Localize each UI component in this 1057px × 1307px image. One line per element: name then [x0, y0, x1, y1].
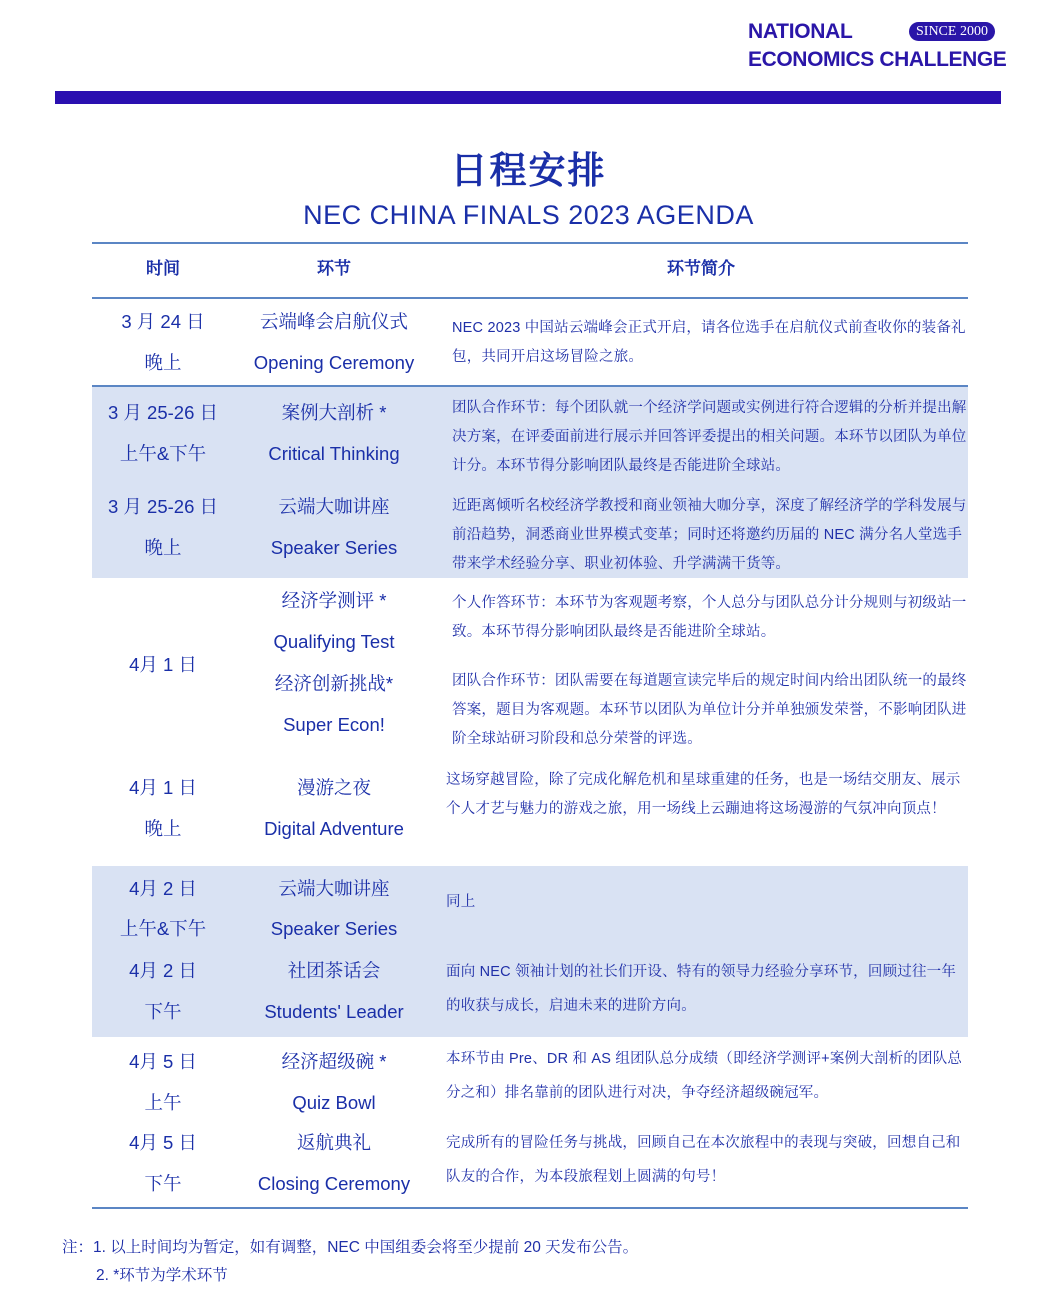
row-time: 晚上	[144, 537, 182, 558]
note-2: 2. *环节为学术环节	[96, 1267, 228, 1284]
row-session-en: Opening Ceremony	[253, 352, 415, 373]
row-description: 这场穿越冒险，除了完成化解危机和星球重建的任务，也是一场结交朋友、展示个人才艺与魅力的游戏之旅，用一场线上云蹦迪将这场漫游的气氛冲向顶点！	[446, 772, 961, 817]
row-date: 4月 1 日	[129, 777, 197, 798]
row-description: 团队合作环节：每个团队就一个经济学问题或实例进行符合逻辑的分析并提出解决方案，在评委面前进行展示并回答评委提出的相关问题。本环节以团队为单位计分。本环节得分影响团队最终是否能进阶全球站。	[452, 400, 967, 474]
row-description: NEC 2023 中国站云端峰会正式开启，请各位选手在启航仪式前查收你的装备礼包，共同开启这场冒险之旅。	[452, 320, 966, 365]
row-description: 近距离倾听名校经济学教授和商业领袖大咖分享，深度了解经济学的学科发展与前沿趋势，洞悉商业世界模式变革；同时还将邀约历届的 NEC 满分名人堂选手带来学术经验分享、职业初体验、升学满满干货等。	[452, 498, 967, 572]
since-badge: SINCE 2000	[909, 22, 995, 41]
row-date: 4月 2 日	[129, 960, 197, 981]
row-date: 3 月 25-26 日	[107, 496, 219, 517]
row-session-en: Digital Adventure	[264, 818, 404, 839]
row-session2-en: Super Econ!	[283, 714, 385, 735]
row-session-cn: 返航典礼	[296, 1132, 371, 1153]
row-description: 面向 NEC 领袖计划的社长们开设、特有的领导力经验分享环节，回顾过往一年的收获与成长，启迪未来的进阶方向。	[446, 964, 957, 1014]
row-description: 同上	[446, 894, 476, 910]
row-description: 完成所有的冒险任务与挑战，回顾自己在本次旅程中的表现与突破，回想自己和队友的合作，为本段旅程划上圆满的句号！	[446, 1135, 961, 1185]
table-row-rule	[92, 385, 968, 387]
page-title-cn: 日程安排	[450, 150, 607, 191]
logo-line-2: ECONOMICS CHALLENGE	[748, 48, 1007, 71]
row-date: 4月 5 日	[129, 1051, 197, 1072]
row-session-cn: 社团茶话会	[287, 960, 381, 981]
row-date: 4月 2 日	[129, 878, 197, 899]
page-title-en: NEC CHINA FINALS 2023 AGENDA	[303, 200, 754, 230]
row-date: 4月 5 日	[129, 1132, 197, 1153]
row-session-cn: 案例大剖析 *	[281, 402, 387, 423]
note-1: 注：1. 以上时间均为暂定，如有调整，NEC 中国组委会将至少提前 20 天发布公告。	[62, 1239, 639, 1256]
row-time: 晚上	[144, 352, 182, 373]
row-session-cn: 经济超级碗 *	[281, 1051, 387, 1072]
row-description: 个人作答环节：本环节为客观题考察，个人总分与团队总分计分规则与初级站一致。本环节得分影响团队最终是否能进阶全球站。	[452, 595, 967, 640]
column-header-description: 环节简介	[667, 259, 735, 278]
row-session-cn: 云端大咖讲座	[278, 878, 390, 899]
row-session-cn: 云端大咖讲座	[278, 496, 390, 517]
row-description-2: 团队合作环节：团队需要在每道题宣读完毕后的规定时间内给出团队统一的最终答案，题目为客观题。本环节以团队为单位计分并单独颁发荣誉，不影响团队进阶全球站研习阶段和总分荣誉的评选。	[452, 673, 967, 747]
row-session-en: Students' Leader	[264, 1001, 404, 1022]
row-session-en: Closing Ceremony	[257, 1173, 411, 1194]
row-date: 3 月 24 日	[121, 311, 205, 332]
row-session-en: Qualifying Test	[273, 631, 395, 652]
table-header-rule	[92, 297, 968, 299]
row-time: 下午	[144, 1001, 182, 1022]
logo-line-1: NATIONAL	[748, 20, 853, 43]
header-bar	[55, 91, 1001, 104]
table-bottom-rule	[92, 1207, 968, 1209]
row-session-cn: 漫游之夜	[296, 777, 371, 798]
row-session-cn: 经济学测评 *	[281, 590, 387, 611]
row-session-en: Critical Thinking	[268, 443, 400, 464]
table-top-rule	[92, 242, 968, 244]
row-session-en: Speaker Series	[270, 918, 398, 939]
column-header-time: 时间	[146, 259, 180, 278]
row-description: 本环节由 Pre、DR 和 AS 组团队总分成绩（即经济学测评+案例大剖析的团队总分之和）排名靠前的团队进行对决，争夺经济超级碗冠军。	[446, 1051, 963, 1101]
column-header-session: 环节	[317, 259, 351, 278]
row-time: 上午	[144, 1092, 182, 1113]
row-session-cn: 云端峰会启航仪式	[259, 311, 408, 332]
row-date: 4月 1 日	[129, 654, 197, 675]
row-session-en: Speaker Series	[270, 537, 398, 558]
row-time: 上午&下午	[119, 918, 207, 939]
nec-logo	[748, 20, 1007, 72]
row-session-en: Quiz Bowl	[292, 1092, 376, 1113]
row-session2-cn: 经济创新挑战*	[274, 673, 394, 694]
row-time: 下午	[144, 1173, 182, 1194]
row-time: 晚上	[144, 818, 182, 839]
row-time: 上午&下午	[119, 443, 207, 464]
row-date: 3 月 25-26 日	[107, 402, 219, 423]
